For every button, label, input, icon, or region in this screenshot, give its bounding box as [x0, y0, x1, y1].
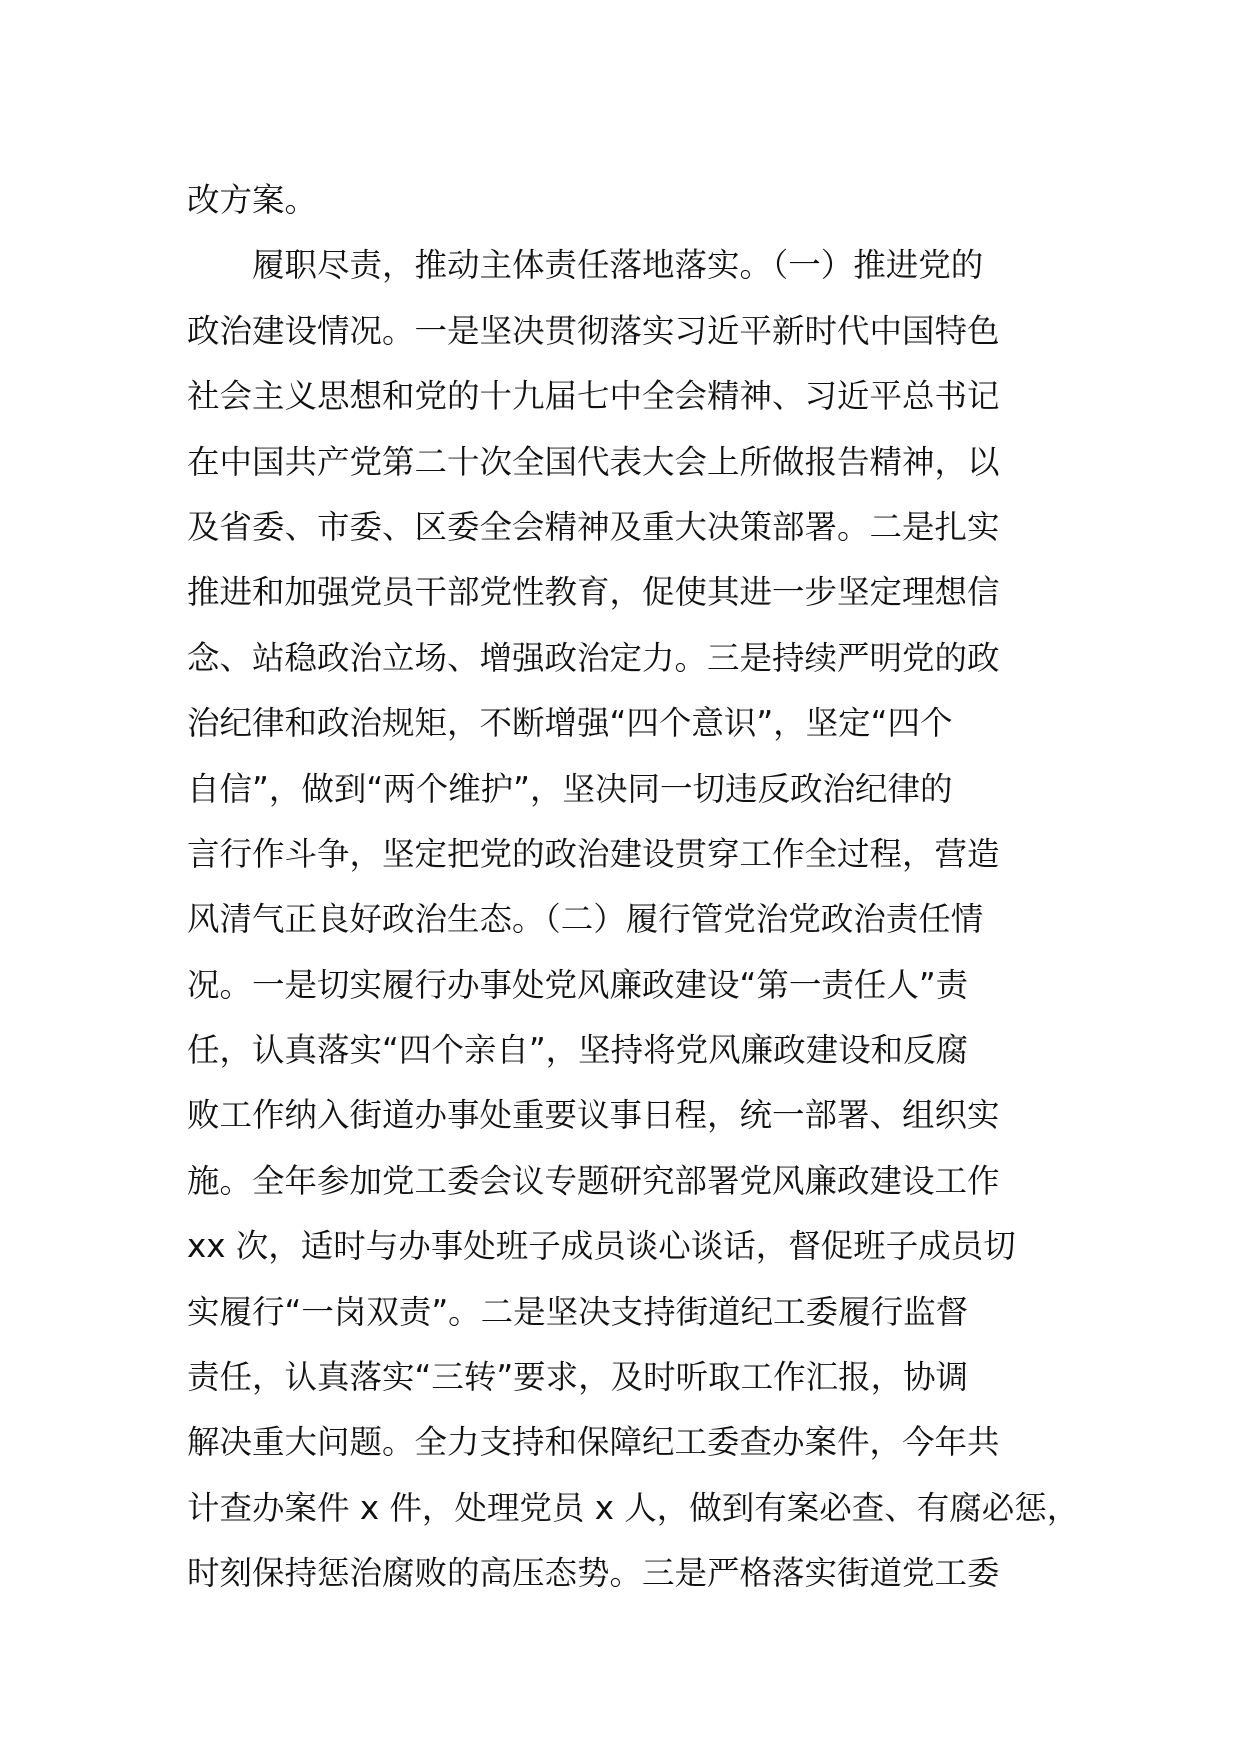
body-text	[187, 168, 1087, 1607]
text-line: 政治建设情况。一是坚决贯彻落实习近平新时代中国特色	[187, 311, 1000, 350]
text-line: 治纪律和政治规矩，不断增强“四个意识”，坚定“四个	[187, 704, 953, 743]
text-line: 败工作纳入街道办事处重要议事日程，统一部署、组织实	[187, 1096, 1000, 1135]
text-line: 风清气正良好政治生态。（二）履行管党治党政治责任情	[187, 900, 984, 939]
text-line: 实履行“一岗双责”。二是坚决支持街道纪工委履行监督	[187, 1292, 969, 1331]
text-line: 时刻保持惩治腐败的高压态势。三是严格落实街道党工委	[187, 1554, 1000, 1593]
text-line: 改方案。	[187, 181, 318, 219]
text-line: 况。一是切实履行办事处党风廉政建设“第一责任人”责	[187, 965, 969, 1004]
text-line: 解决重大问题。全力支持和保障纪工委查办案件，今年共	[187, 1423, 1000, 1462]
text-line: 计查办案件 x 件，处理党员 x 人，做到有案必查、有腐必惩，	[187, 1488, 1080, 1527]
text-line: 推进和加强党员干部党性教育，促使其进一步坚定理想信	[187, 573, 1000, 612]
text-line: 自信”，做到“两个维护”，坚决同一切违反政治纪律的	[187, 769, 953, 808]
text-line: 履职尽责，推动主体责任落地落实。（一）推进党的	[187, 246, 984, 285]
text-line: 任，认真落实“四个亲自”，坚持将党风廉政建设和反腐	[187, 1031, 969, 1070]
text-line: 言行作斗争，坚定把党的政治建设贯穿工作全过程，营造	[187, 834, 1000, 873]
text-line: 及省委、市委、区委全会精神及重大决策部署。二是扎实	[187, 507, 1000, 546]
text-line: 念、站稳政治立场、增强政治定力。三是持续严明党的政	[187, 638, 1000, 677]
text-line: 施。全年参加党工委会议专题研究部署党风廉政建设工作	[187, 1161, 1000, 1200]
text-line: 责任，认真落实“三转”要求，及时听取工作汇报，协调	[187, 1358, 969, 1397]
text-line: xx 次，适时与办事处班子成员谈心谈话，督促班子成员切	[187, 1227, 1016, 1266]
text-line: 在中国共产党第二十次全国代表大会上所做报告精神，以	[187, 442, 1000, 481]
text-line: 社会主义思想和党的十九届七中全会精神、习近平总书记	[187, 377, 1000, 416]
